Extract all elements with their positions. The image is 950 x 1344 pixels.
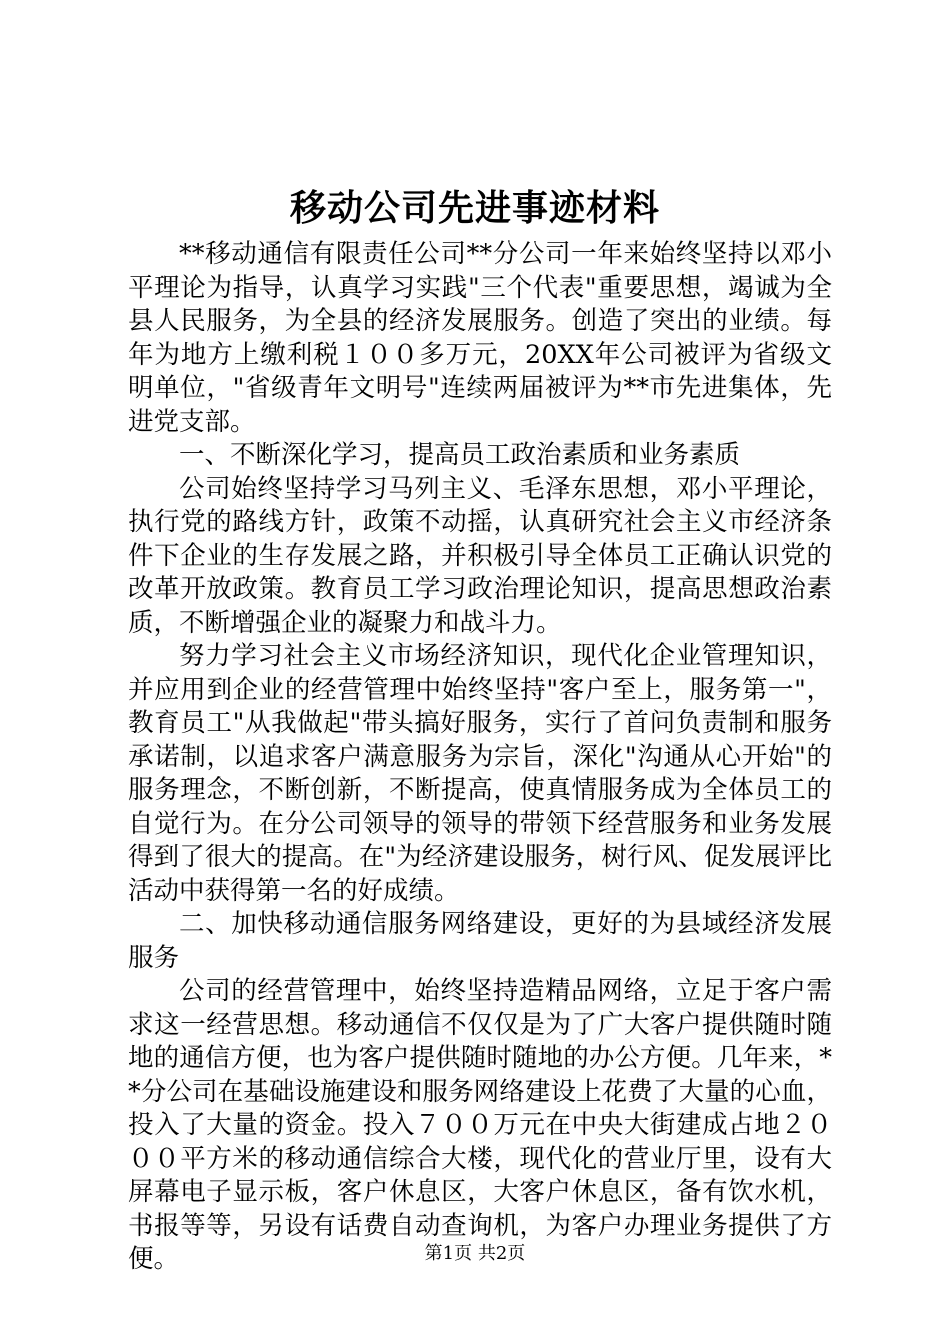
page-footer: 第1页 共2页 xyxy=(424,1243,526,1264)
document-title: 移动公司先进事迹材料 xyxy=(289,187,660,229)
paragraph-service: 努力学习社会主义市场经济知识，现代化企业管理知识，并应用到企业的经营管理中始终坚持"客户至上，服务第一"，教育员工"从我做起"带头搞好服务，实行了首问负责制和服务承诺制，以追求客户满意服务为宗旨，深化"沟通从心开始"的服务理念，不断创新，不断提高，使真情服务成为全体员工的自觉行为。在分公司领导的领导的带领下经营服务和业务发展得到了很大的提高。在"为经济建设服务，树行风、促发展评比活动中获得第一名的好成绩。 xyxy=(128,641,832,906)
paragraph-study: 公司始终坚持学习马列主义、毛泽东思想，邓小平理论，执行党的路线方针，政策不动摇，认真研究社会主义市经济条件下企业的生存发展之路，并积极引导全体员工正确认识党的改革开放政策。教育员工学习政治理论知识，提高思想政治素质，不断增强企业的凝聚力和战斗力。 xyxy=(128,473,832,638)
paragraph-intro: **移动通信有限责任公司**分公司一年来始终坚持以邓小平理论为指导，认真学习实践"三个代表"重要思想，竭诚为全县人民服务，为全县的经济发展服务。创造了突出的业绩。每年为地方上缴利税１００多万元，20XX年公司被评为省级文明单位，"省级青年文明号"连续两届被评为**市先进集体，先进党支部。 xyxy=(128,239,832,437)
paragraph-network: 公司的经营管理中，始终坚持造精品网络，立足于客户需求这一经营思想。移动通信不仅仅是为了广大客户提供随时随地的通信方便，也为客户提供随时随地的办公方便。几年来，**分公司在基础设施建设和服务网络建设上花费了大量的心血，投入了大量的资金。投入７００万元在中央大街建成占地２０００平方米的移动通信综合大楼，现代化的营业厅里，设有大屏幕电子显示板，客户休息区，大客户休息区，备有饮水机，书报等等，另设有话费自动查询机，为客户办理业务提供了方便。 xyxy=(128,976,832,1274)
section-heading-1: 一、不断深化学习，提高员工政治素质和业务素质 xyxy=(179,440,741,470)
document-body xyxy=(128,238,832,1277)
section-heading-2: 二、加快移动通信服务网络建设，更好的为县域经济发展服务 xyxy=(128,909,832,973)
